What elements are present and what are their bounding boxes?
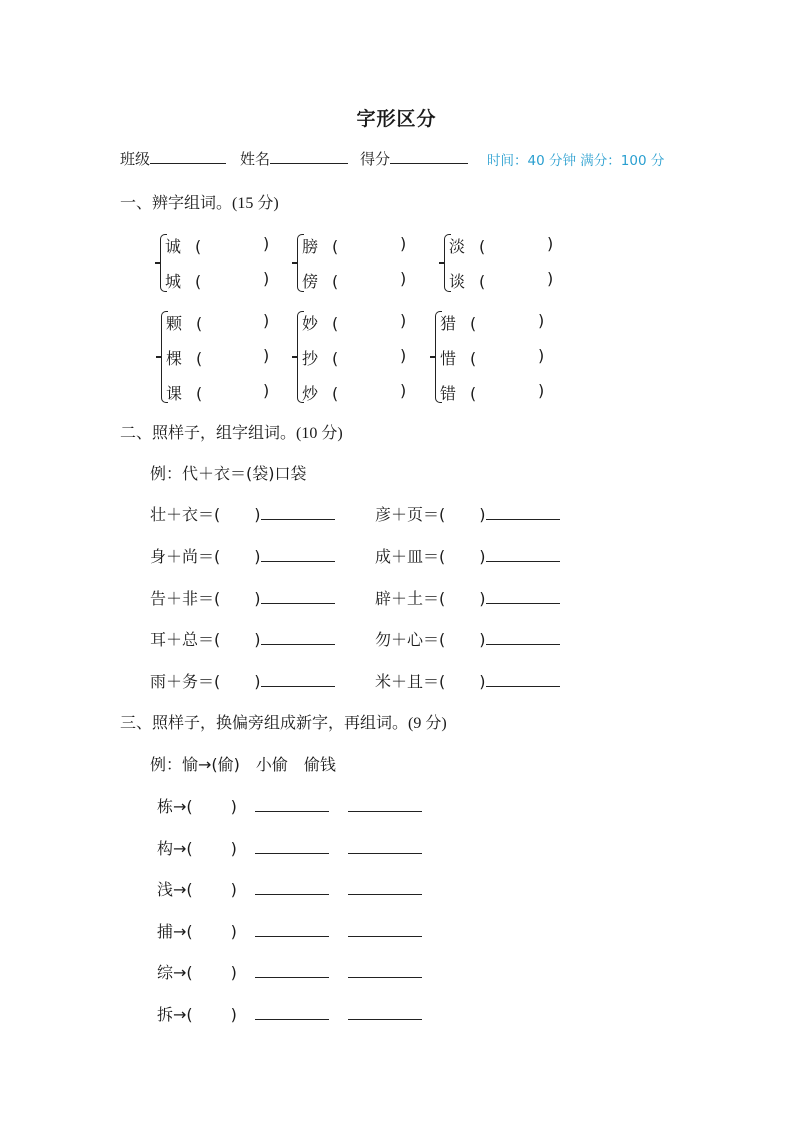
word-blank-2[interactable] — [348, 963, 422, 978]
paren-close: ) — [538, 346, 545, 365]
compose-item — [375, 544, 560, 567]
word-item[interactable]: 错 ( ) — [440, 381, 545, 403]
brace-tip — [430, 356, 435, 358]
word-blank-2[interactable] — [348, 922, 422, 937]
paren-close: ) — [263, 234, 270, 253]
brace-tip — [292, 262, 297, 264]
word-item[interactable]: 膀 ( ) — [302, 234, 407, 256]
time-score-meta: 时间：40 分钟 满分：100 分 — [487, 153, 665, 169]
compose-prompt: 米＋且＝( — [375, 672, 446, 691]
section2-heading — [120, 420, 343, 443]
paren-close: ) — [230, 839, 237, 858]
paren-close: ) — [479, 630, 486, 649]
word-blank-2[interactable] — [348, 839, 422, 854]
compose-item — [150, 502, 335, 525]
char-group-2 — [297, 232, 417, 296]
paren-close: ) — [230, 880, 237, 899]
class-label: 班级 — [120, 150, 151, 168]
name-label: 姓名 — [240, 150, 271, 168]
char: 谈 — [449, 272, 466, 291]
char-group-4 — [161, 309, 281, 405]
word-item[interactable]: 妙 ( ) — [302, 311, 407, 333]
radical-prompt: 浅→( — [157, 880, 193, 899]
char: 棵 — [166, 349, 183, 368]
section1-heading — [120, 190, 279, 213]
char: 炒 — [302, 384, 319, 403]
section2-title: 二、照样子，组字组词。 — [120, 423, 297, 442]
paren-close: ) — [230, 1005, 237, 1024]
word-blank-2[interactable] — [348, 880, 422, 895]
word-blank[interactable] — [261, 589, 335, 604]
compose-prompt: 成＋皿＝( — [375, 547, 446, 566]
word-item[interactable]: 抄 ( ) — [302, 346, 407, 368]
paren-close: ) — [263, 269, 270, 288]
word-blank-1[interactable] — [255, 880, 329, 895]
paren-close: ) — [400, 311, 407, 330]
score-field — [360, 148, 468, 169]
word-blank[interactable] — [261, 547, 335, 562]
word-blank-1[interactable] — [255, 839, 329, 854]
radical-prompt: 构→( — [157, 839, 193, 858]
char-group-1 — [160, 232, 280, 296]
compose-prompt: 彦＋页＝( — [375, 505, 446, 524]
radical-item — [157, 836, 422, 859]
paren-close: ) — [263, 381, 270, 400]
radical-item — [157, 960, 422, 983]
paren-close: ) — [400, 381, 407, 400]
char: 错 — [440, 384, 457, 403]
paren-close: ) — [547, 269, 554, 288]
char: 城 — [165, 272, 182, 291]
word-blank-1[interactable] — [255, 797, 329, 812]
word-item[interactable]: 棵 ( ) — [166, 346, 270, 368]
word-blank[interactable] — [486, 672, 560, 687]
char: 膀 — [302, 237, 319, 256]
paren-close: ) — [479, 672, 486, 691]
compose-prompt: 告＋非＝( — [150, 589, 221, 608]
word-blank-1[interactable] — [255, 922, 329, 937]
compose-item — [375, 586, 560, 609]
paren-close: ) — [400, 269, 407, 288]
word-item[interactable]: 惜 ( ) — [440, 346, 545, 368]
char: 妙 — [302, 314, 319, 333]
compose-item — [375, 502, 560, 525]
paren-close: ) — [400, 346, 407, 365]
char: 颗 — [166, 314, 183, 333]
paren-close: ) — [479, 547, 486, 566]
paren-close: ) — [479, 505, 486, 524]
word-item[interactable]: 诚 ( ) — [165, 234, 270, 256]
word-blank[interactable] — [486, 547, 560, 562]
word-item[interactable]: 猎 ( ) — [440, 311, 545, 333]
radical-item — [157, 794, 422, 817]
word-item[interactable]: 傍 ( ) — [302, 269, 407, 291]
word-blank[interactable] — [261, 672, 335, 687]
paren-close: ) — [479, 589, 486, 608]
section2-points: (10 分) — [296, 425, 343, 442]
compose-item — [150, 669, 335, 692]
score-blank[interactable] — [390, 148, 468, 164]
section3-points: (9 分) — [408, 715, 447, 732]
compose-item — [375, 627, 560, 650]
word-item[interactable]: 谈 ( ) — [449, 269, 554, 291]
char-group-3 — [444, 232, 564, 296]
radical-item — [157, 1002, 422, 1025]
char-group-6 — [435, 309, 555, 405]
radical-prompt: 综→( — [157, 963, 193, 982]
section3-title: 三、照样子，换偏旁组成新字，再组词。 — [120, 713, 409, 732]
char: 傍 — [302, 272, 319, 291]
word-item[interactable]: 炒 ( ) — [302, 381, 407, 403]
word-item[interactable]: 城 ( ) — [165, 269, 270, 291]
paren-close: ) — [538, 311, 545, 330]
word-blank-2[interactable] — [348, 1005, 422, 1020]
section2-example: 例：代＋衣＝(袋)口袋 — [150, 464, 307, 483]
brace-tip — [156, 356, 161, 358]
page-title: 字形区分 — [356, 108, 437, 130]
char: 抄 — [302, 349, 319, 368]
char: 淡 — [449, 237, 466, 256]
word-blank-2[interactable] — [348, 797, 422, 812]
word-blank[interactable] — [486, 505, 560, 520]
paren-close: ) — [254, 547, 261, 566]
char: 猎 — [440, 314, 457, 333]
radical-item — [157, 877, 422, 900]
compose-item — [150, 586, 335, 609]
radical-prompt: 拆→( — [157, 1005, 193, 1024]
paren-close: ) — [254, 505, 261, 524]
section1-title: 一、辨字组词。 — [120, 193, 233, 212]
paren-close: ) — [230, 963, 237, 982]
score-label: 得分 — [360, 150, 391, 168]
compose-prompt: 壮＋衣＝( — [150, 505, 221, 524]
char: 课 — [166, 384, 183, 403]
name-field — [240, 148, 348, 169]
section3-heading — [120, 710, 447, 733]
compose-prompt: 勿＋心＝( — [375, 630, 446, 649]
paren-close: ) — [254, 630, 261, 649]
compose-item — [150, 544, 335, 567]
compose-prompt: 雨＋务＝( — [150, 672, 221, 691]
paren-close: ) — [400, 234, 407, 253]
paren-close: ) — [263, 311, 270, 330]
radical-prompt: 栋→( — [157, 797, 193, 816]
paren-close: ) — [254, 589, 261, 608]
compose-prompt: 身＋尚＝( — [150, 547, 221, 566]
compose-prompt: 辟＋土＝( — [375, 589, 446, 608]
paren-close: ) — [547, 234, 554, 253]
word-blank-1[interactable] — [255, 1005, 329, 1020]
char-group-5 — [297, 309, 417, 405]
char: 诚 — [165, 237, 182, 256]
paren-close: ) — [538, 381, 545, 400]
brace-tip — [155, 262, 160, 264]
paren-close: ) — [254, 672, 261, 691]
radical-item — [157, 919, 422, 942]
word-blank[interactable] — [261, 630, 335, 645]
paren-close: ) — [230, 797, 237, 816]
word-blank-1[interactable] — [255, 963, 329, 978]
char: 惜 — [440, 349, 457, 368]
word-item[interactable]: 颗 ( ) — [166, 311, 270, 333]
section3-example: 例：愉→(偷) 小偷 偷钱 — [150, 755, 336, 774]
radical-prompt: 捕→( — [157, 922, 193, 941]
compose-item — [375, 669, 560, 692]
compose-prompt: 耳＋总＝( — [150, 630, 221, 649]
compose-item — [150, 627, 335, 650]
name-blank[interactable] — [270, 148, 348, 164]
paren-close: ) — [263, 346, 270, 365]
paren-close: ) — [230, 922, 237, 941]
word-blank[interactable] — [261, 505, 335, 520]
word-item[interactable]: 课 ( ) — [166, 381, 270, 403]
word-blank[interactable] — [486, 630, 560, 645]
word-item[interactable]: 淡 ( ) — [449, 234, 554, 256]
class-blank[interactable] — [150, 148, 226, 164]
brace-tip — [292, 356, 297, 358]
brace-tip — [439, 262, 444, 264]
word-blank[interactable] — [486, 589, 560, 604]
section1-points: (15 分) — [232, 195, 279, 212]
class-field — [120, 148, 226, 169]
